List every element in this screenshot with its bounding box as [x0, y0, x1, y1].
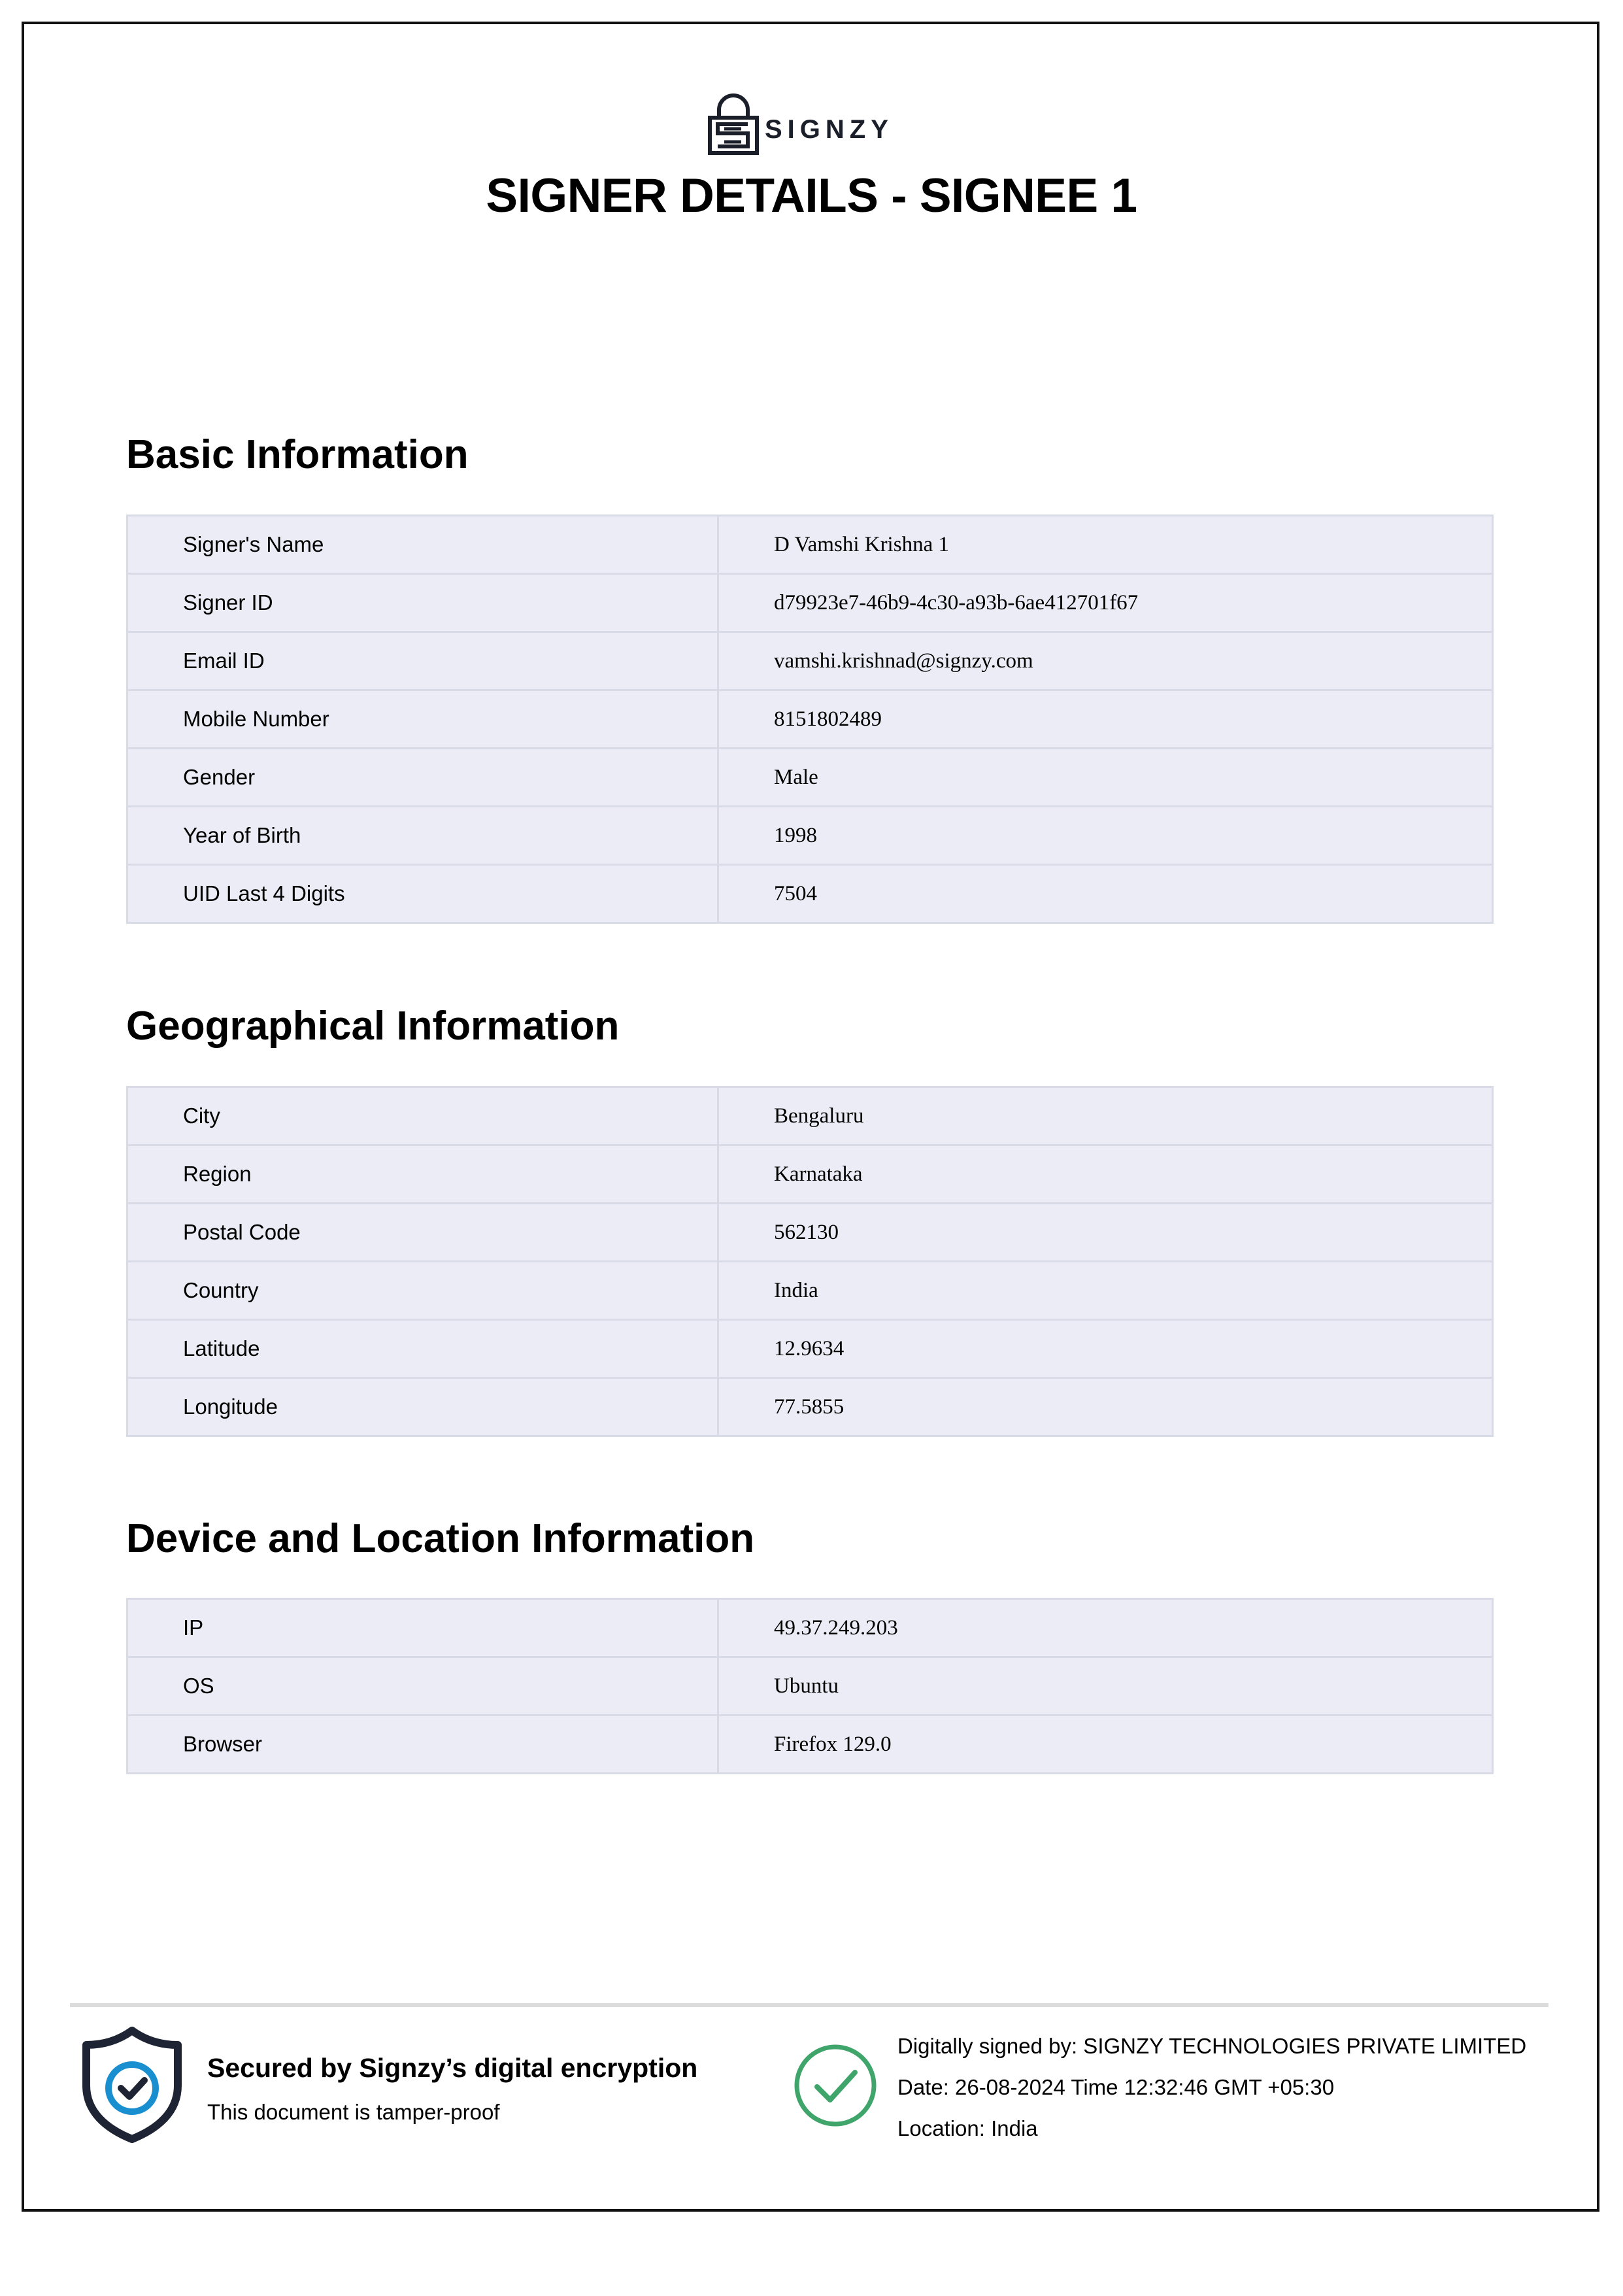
- secured-title: Secured by Signzy’s digital encryption: [207, 2053, 698, 2083]
- signzy-logo: [707, 92, 915, 157]
- row-value: 8151802489: [718, 690, 1493, 749]
- geographical-info-table: [126, 1086, 1494, 1437]
- table-row: [127, 865, 1493, 923]
- device-info-table: [126, 1598, 1494, 1774]
- section-heading-geographical: Geographical Information: [126, 1004, 620, 1049]
- row-label: City: [127, 1087, 718, 1145]
- row-value: D Vamshi Krishna 1: [718, 516, 1493, 574]
- row-value: 562130: [718, 1204, 1493, 1262]
- row-value: 77.5855: [718, 1378, 1493, 1436]
- table-row: [127, 690, 1493, 749]
- table-row: [127, 1204, 1493, 1262]
- table-row: [127, 1087, 1493, 1145]
- signed-by-text: Digitally signed by: SIGNZY TECHNOLOGIES PRIVATE LIMITED: [897, 2034, 1527, 2058]
- signature-location: Location: India: [897, 2116, 1038, 2140]
- row-label: Region: [127, 1145, 718, 1204]
- row-value: d79923e7-46b9-4c30-a93b-6ae412701f67: [718, 574, 1493, 632]
- footer-divider: [70, 2003, 1548, 2007]
- row-label: UID Last 4 Digits: [127, 865, 718, 923]
- row-value: Karnataka: [718, 1145, 1493, 1204]
- table-row: [127, 807, 1493, 865]
- table-row: [127, 1262, 1493, 1320]
- table-row: [127, 1145, 1493, 1204]
- row-label: IP: [127, 1599, 718, 1657]
- brand-name: SIGNZY: [765, 114, 894, 144]
- section-heading-basic: Basic Information: [126, 432, 469, 477]
- shield-check-icon: [80, 2025, 184, 2146]
- row-value: 49.37.249.203: [718, 1599, 1493, 1657]
- row-label: OS: [127, 1657, 718, 1715]
- row-value: Bengaluru: [718, 1087, 1493, 1145]
- table-row: [127, 1657, 1493, 1715]
- table-row: [127, 632, 1493, 690]
- row-label: Country: [127, 1262, 718, 1320]
- row-value: Firefox 129.0: [718, 1715, 1493, 1774]
- check-circle-icon: [792, 2042, 878, 2132]
- signzy-lock-icon: [707, 93, 760, 156]
- row-value: Male: [718, 749, 1493, 807]
- basic-info-table: [126, 515, 1494, 924]
- table-row: [127, 1715, 1493, 1774]
- document-title: SIGNER DETAILS - SIGNEE 1: [486, 169, 1137, 222]
- table-row: [127, 1599, 1493, 1657]
- row-value: 1998: [718, 807, 1493, 865]
- table-row: [127, 516, 1493, 574]
- table-row: [127, 749, 1493, 807]
- row-label: Browser: [127, 1715, 718, 1774]
- table-row: [127, 1320, 1493, 1378]
- row-label: Year of Birth: [127, 807, 718, 865]
- row-label: Longitude: [127, 1378, 718, 1436]
- table-row: [127, 574, 1493, 632]
- secured-subtitle: This document is tamper-proof: [207, 2100, 500, 2124]
- row-label: Signer ID: [127, 574, 718, 632]
- row-label: Latitude: [127, 1320, 718, 1378]
- row-value: India: [718, 1262, 1493, 1320]
- row-label: Gender: [127, 749, 718, 807]
- row-label: Signer's Name: [127, 516, 718, 574]
- row-label: Postal Code: [127, 1204, 718, 1262]
- table-row: [127, 1378, 1493, 1436]
- row-value: 7504: [718, 865, 1493, 923]
- section-heading-device: Device and Location Information: [126, 1516, 755, 1561]
- row-value: Ubuntu: [718, 1657, 1493, 1715]
- row-label: Mobile Number: [127, 690, 718, 749]
- row-value: 12.9634: [718, 1320, 1493, 1378]
- row-value: vamshi.krishnad@signzy.com: [718, 632, 1493, 690]
- row-label: Email ID: [127, 632, 718, 690]
- signature-date-time: Date: 26-08-2024 Time 12:32:46 GMT +05:30: [897, 2075, 1335, 2099]
